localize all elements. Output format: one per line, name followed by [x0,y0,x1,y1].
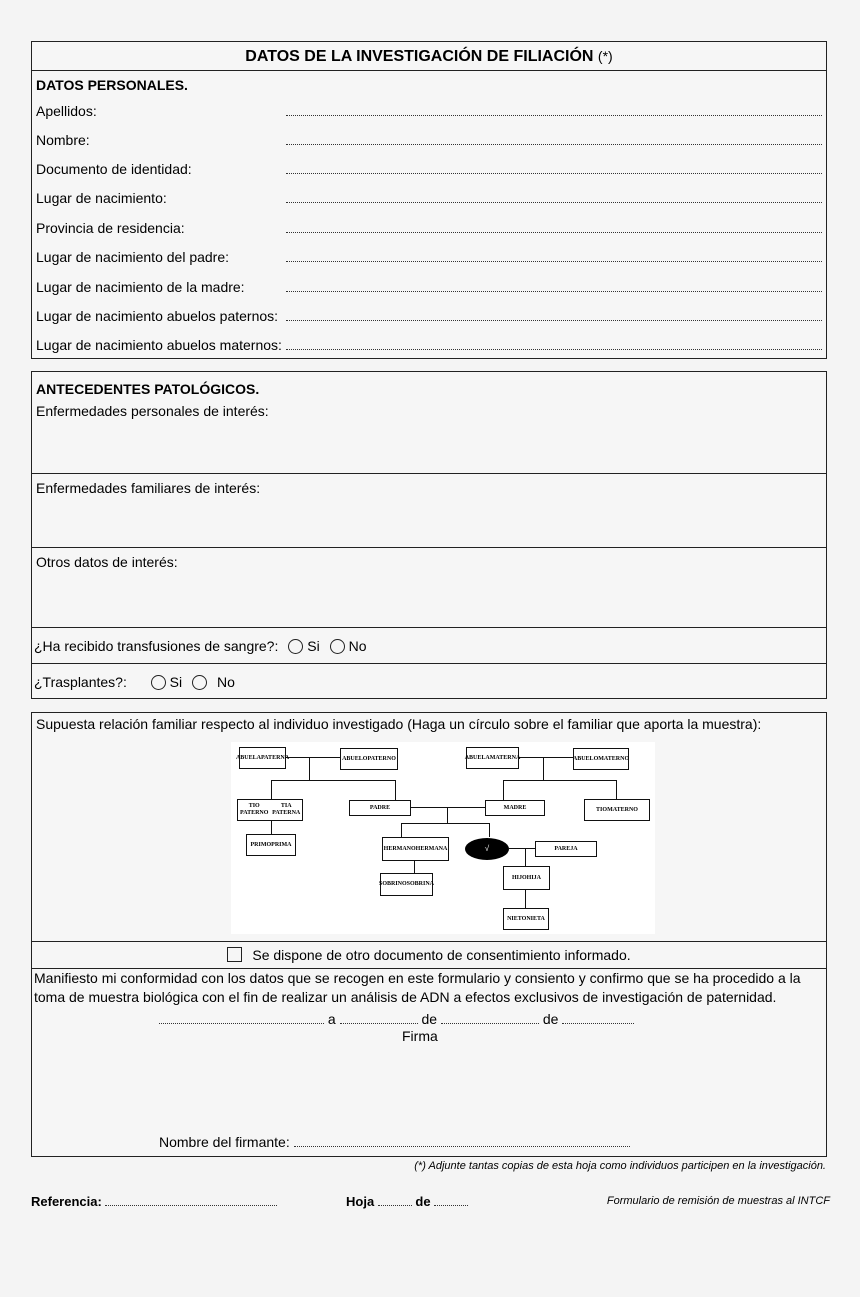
date-line[interactable]: a de de [159,1011,634,1027]
node-pareja[interactable]: PAREJA [535,841,597,857]
pathology-heading: ANTECEDENTES PATOLÓGICOS. [36,381,260,397]
other-data-area[interactable]: Otros datos de interés: [32,547,826,628]
node-abuela-paterna[interactable]: ABUELA PATERNA [239,747,286,769]
family-instruction: Supuesta relación familiar respecto al individuo investigado (Haga un círculo sobre el familiar que aporta la muestra): [36,716,762,732]
node-padre[interactable]: PADRE [349,800,411,816]
family-consent-section [31,712,827,1157]
form-name: Formulario de remisión de muestras al INTCF [606,1195,830,1207]
family-diseases-area[interactable]: Enfermedades familiares de interés: [32,473,826,548]
node-abuela-materna[interactable]: ABUELA MATERNA [466,747,519,769]
reference-field[interactable]: Referencia: [31,1194,277,1209]
form-title: DATOS DE LA INVESTIGACIÓN DE FILIACIÓN (*) [32,42,826,71]
pathology-section [31,371,827,699]
signer-name-field[interactable]: Nombre del firmante: [159,1134,630,1150]
field-nacimiento-padre[interactable]: Lugar de nacimiento del padre: [36,243,822,272]
node-abuelo-materno[interactable]: ABUELO MATERNO [573,748,629,770]
transfusion-yes-radio[interactable] [288,639,303,654]
field-apellidos[interactable]: Apellidos: [36,97,822,126]
transfusions-row: ¿Ha recibido transfusiones de sangre?: Si No [32,627,826,664]
node-tio-paterno[interactable]: TIO PATERNO TIA PATERNA [237,799,303,821]
signature-label: Firma [402,1028,438,1044]
node-sobrino[interactable]: SOBRINO SOBRINA [380,873,433,896]
node-tio-materno[interactable]: TIO MATERNO [584,799,650,821]
node-individual[interactable]: √ [465,838,509,860]
transfusion-no-radio[interactable] [330,639,345,654]
field-nacimiento-madre[interactable]: Lugar de nacimiento de la madre: [36,273,822,302]
other-consent-checkbox[interactable] [227,947,242,962]
field-provincia[interactable]: Provincia de residencia: [36,214,822,243]
node-hijo[interactable]: HIJO HIJA [503,866,550,890]
field-documento[interactable]: Documento de identidad: [36,155,822,184]
personal-data-section [31,41,827,359]
transplant-yes-radio[interactable] [151,675,166,690]
personal-heading: DATOS PERSONALES. [36,77,188,93]
transplant-no-radio[interactable] [192,675,207,690]
node-primo[interactable]: PRIMO PRIMA [246,834,296,856]
other-consent-row: Se dispone de otro documento de consentimiento informado. [32,941,826,969]
consent-statement: Manifiesto mi conformidad con los datos que se recogen en este formulario y consiento y confirmo que se ha procedido a la toma de muestra biológica con el fin de realizar un análisis de ADN a efectos exclusivos de investigación de paternidad. [34,970,801,1005]
footnote: (*) Adjunte tantas copias de esta hoja como individuos participen en la investigación. [414,1160,826,1172]
field-abuelos-paternos[interactable]: Lugar de nacimiento abuelos paternos: [36,302,822,331]
family-tree [231,742,655,934]
field-nombre[interactable]: Nombre: [36,126,822,155]
node-madre[interactable]: MADRE [485,800,545,816]
node-abuelo-paterno[interactable]: ABUELO PATERNO [340,748,398,770]
field-lugar-nacimiento[interactable]: Lugar de nacimiento: [36,184,822,213]
transplants-row: ¿Trasplantes?: Si No [32,663,826,700]
personal-diseases-label: Enfermedades personales de interés: [36,403,269,419]
field-abuelos-maternos[interactable]: Lugar de nacimiento abuelos maternos: [36,331,822,360]
node-hermano[interactable]: HERMANO HERMANA [382,837,449,861]
node-nieto[interactable]: NIETO NIETA [503,908,549,930]
sheet-counter[interactable]: Hoja de [346,1194,468,1209]
